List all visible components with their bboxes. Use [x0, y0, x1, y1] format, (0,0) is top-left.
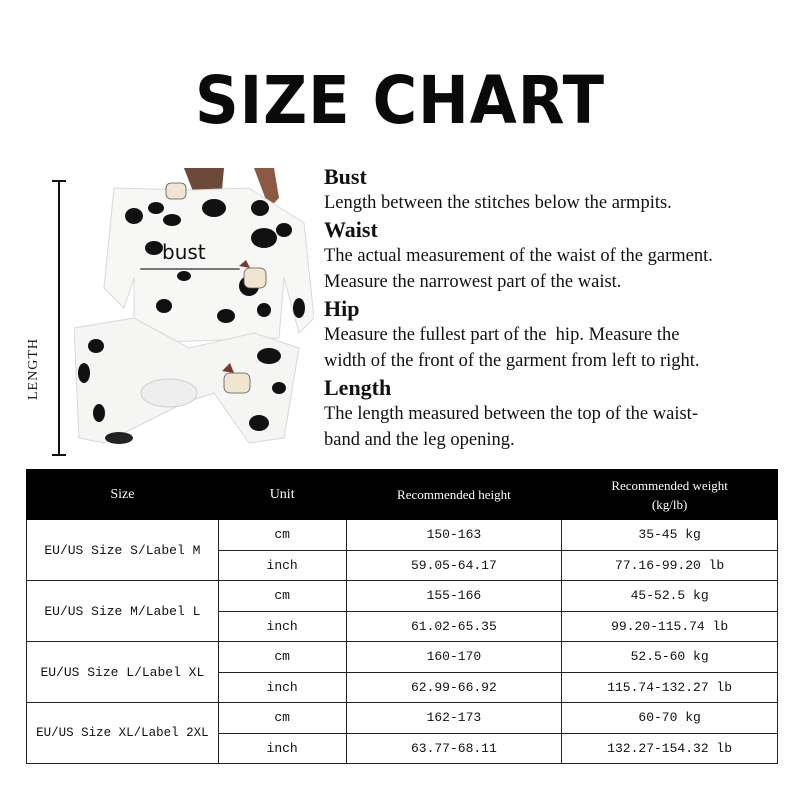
weight-cell: 52.5-60 kg	[562, 642, 778, 673]
unit-cell: inch	[218, 611, 346, 642]
definition-text: Measure the narrowest part of the waist.	[324, 272, 622, 292]
header-size: Size	[27, 470, 219, 520]
unit-cell: cm	[218, 520, 346, 551]
unit-cell: cm	[218, 703, 346, 734]
bust-line-icon	[140, 268, 240, 270]
unit-cell: cm	[218, 642, 346, 673]
height-cell: 63.77-68.11	[346, 733, 562, 764]
definition-text: Length between the stitches below the armpits.	[324, 193, 672, 213]
header-height: Recommended height	[346, 470, 562, 520]
weight-cell: 115.74-132.27 lb	[562, 672, 778, 703]
weight-cell: 77.16-99.20 lb	[562, 550, 778, 581]
garment-figure	[22, 168, 314, 452]
definition-term-hip: Hip	[324, 295, 360, 321]
size-table	[26, 469, 778, 764]
unit-cell: cm	[218, 581, 346, 612]
weight-cell: 45-52.5 kg	[562, 581, 778, 612]
definition-term-length: Length	[324, 374, 392, 400]
page-title: SIZE CHART	[194, 62, 605, 139]
definition-text: band and the leg opening.	[324, 430, 515, 450]
definition-text: width of the front of the garment from left to right.	[324, 351, 700, 371]
height-cell: 59.05-64.17	[346, 550, 562, 581]
size-cell: EU/US Size S/Label M	[27, 520, 219, 581]
length-dimension-icon	[52, 180, 66, 456]
height-cell: 162-173	[346, 703, 562, 734]
weight-cell: 99.20-115.74 lb	[562, 611, 778, 642]
height-cell: 160-170	[346, 642, 562, 673]
definition-text: The length measured between the top of the waist-	[324, 403, 698, 424]
header-unit: Unit	[218, 470, 346, 520]
bust-label: bust	[162, 240, 206, 264]
measurement-definitions	[324, 164, 794, 454]
header-weight: Recommended weight (kg/lb)	[562, 470, 778, 520]
unit-cell: inch	[218, 733, 346, 764]
table-row	[27, 520, 778, 551]
pajama-image	[74, 168, 314, 452]
height-cell: 150-163	[346, 520, 562, 551]
height-cell: 61.02-65.35	[346, 611, 562, 642]
size-cell: EU/US Size L/Label XL	[27, 642, 219, 703]
table-row	[27, 703, 778, 734]
size-cell: EU/US Size M/Label L	[27, 581, 219, 642]
weight-cell: 132.27-154.32 lb	[562, 733, 778, 764]
unit-cell: inch	[218, 672, 346, 703]
height-cell: 62.99-66.92	[346, 672, 562, 703]
definition-term-waist: Waist	[324, 216, 378, 242]
weight-cell: 35-45 kg	[562, 520, 778, 551]
size-cell: EU/US Size XL/Label 2XL	[27, 703, 219, 764]
table-header-row	[27, 470, 778, 520]
definition-text: Measure the fullest part of the hip. Measure the	[324, 324, 680, 345]
definition-text: The actual measurement of the waist of the garment.	[324, 245, 713, 266]
unit-cell: inch	[218, 550, 346, 581]
table-row	[27, 581, 778, 612]
height-cell: 155-166	[346, 581, 562, 612]
length-label: LENGTH	[26, 338, 41, 400]
definition-term-bust: Bust	[324, 164, 367, 189]
weight-cell: 60-70 kg	[562, 703, 778, 734]
table-row	[27, 642, 778, 673]
